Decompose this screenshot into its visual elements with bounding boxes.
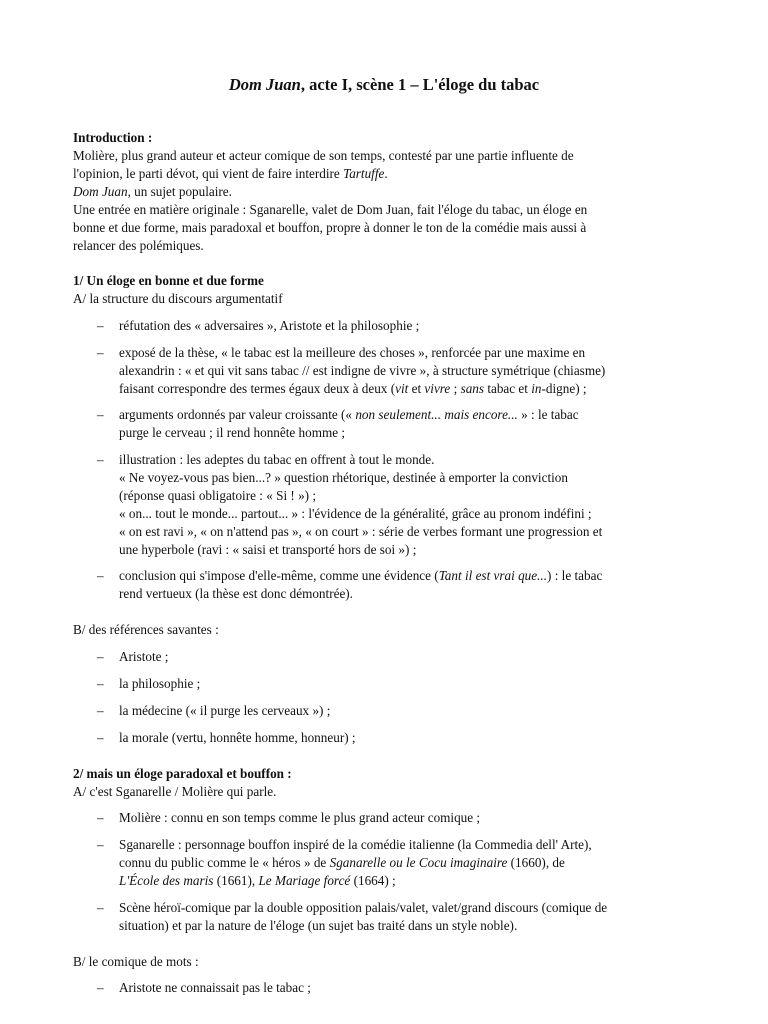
list-item: – arguments ordonnés par valeur croissante (« non seulement... mais encore... » : le tabac purge le cerveau ; il rend honnête homme ;: [73, 406, 695, 442]
list-item: – conclusion qui s'impose d'elle-même, comme une évidence (Tant il est vrai que...) : le tabac rend vertueux (la thèse est donc démontrée).: [73, 567, 695, 603]
intro-line: Molière, plus grand auteur et acteur comique de son temps, contesté par une partie influente de: [73, 148, 574, 163]
intro-line: relancer des polémiques.: [73, 238, 204, 253]
intro-line: bonne et due forme, mais paradoxal et bouffon, propre à donner le ton de la comédie mais aussi à: [73, 220, 587, 235]
title-rest: , acte I, scène 1 – L'éloge du tabac: [300, 75, 540, 94]
section-2-heading-block: [73, 765, 695, 801]
intro-line: Une entrée en matière originale : Sganarelle, valet de Dom Juan, fait l'éloge du tabac, un éloge en: [73, 202, 588, 217]
section-1b-list: [73, 702, 695, 720]
section-1a-list: [73, 344, 695, 398]
intro-line: Dom Juan, un sujet populaire.: [73, 184, 232, 199]
section-1a-list: [73, 317, 695, 335]
list-item: – la philosophie ;: [73, 675, 695, 693]
title-work: Dom Juan: [228, 75, 301, 94]
section-2b-list: [73, 979, 695, 997]
list-item: – Aristote ne connaissait pas le tabac ;: [73, 979, 695, 997]
intro-line: l'opinion, le parti dévot, qui vient de faire interdire Tartuffe.: [73, 166, 388, 181]
section-2b-heading: B/ le comique de mots :: [73, 954, 199, 969]
section-1b-heading-block: [73, 621, 695, 639]
section-1a-list: [73, 451, 695, 559]
section-2a-list: [73, 899, 695, 935]
list-item: – Scène héroï-comique par la double opposition palais/valet, valet/grand discours (comique de situation) et par la nature de l'éloge (un sujet bas traité dans un style noble).: [73, 899, 695, 935]
section-2b-heading-block: [73, 953, 695, 971]
section-1-heading-block: [73, 272, 695, 308]
introduction-heading: Introduction :: [73, 130, 153, 145]
section-1b-list: [73, 675, 695, 693]
section-2-heading: 2/ mais un éloge paradoxal et bouffon :: [73, 766, 292, 781]
list-item: – illustration : les adeptes du tabac en offrent à tout le monde. « Ne voyez-vous pas bien...? » question rhétorique, destinée à emporter la conviction (réponse quasi obligatoire : « Si ! ») ; « on... tout le monde... partout... » : l'évidence de la généralité, grâce au pronom indéfini ; « on est ravi », « on n'attend pas », « on court » : série de verbes formant une progression et une hyperbole (ravi : « saisi et transporté hors de soi ») ;: [73, 451, 695, 559]
list-item: – réfutation des « adversaires », Aristote et la philosophie ;: [73, 317, 695, 335]
list-item: – la morale (vertu, honnête homme, honneur) ;: [73, 729, 695, 747]
section-1b-list: [73, 729, 695, 747]
section-2a-list: [73, 809, 695, 827]
list-item: – la médecine (« il purge les cerveaux ») ;: [73, 702, 695, 720]
document-title: [0, 75, 768, 95]
list-item: – Aristote ;: [73, 648, 695, 666]
list-item: – Molière : connu en son temps comme le plus grand acteur comique ;: [73, 809, 695, 827]
list-item: – Sganarelle : personnage bouffon inspiré de la comédie italienne (la Commedia dell' Arte), connu du public comme le « héros » de Sganarelle ou le Cocu imaginaire (1660), de L'École des maris (1661), Le Mariage forcé (1664) ;: [73, 836, 695, 890]
section-2a-list: [73, 836, 695, 890]
section-1a-heading: A/ la structure du discours argumentatif: [73, 291, 283, 306]
section-1-heading: 1/ Un éloge en bonne et due forme: [73, 273, 264, 288]
section-1b-heading: B/ des références savantes :: [73, 622, 219, 637]
section-1a-list: [73, 406, 695, 442]
section-2a-heading: A/ c'est Sganarelle / Molière qui parle.: [73, 784, 277, 799]
list-item: – exposé de la thèse, « le tabac est la meilleure des choses », renforcée par une maxime en alexandrin : « et qui vit sans tabac // est indigne de vivre », à structure symétrique (chiasme) faisant correspondre des termes égaux deux à deux (vit et vivre ; sans tabac et in-digne) ;: [73, 344, 695, 398]
section-1b-list: [73, 648, 695, 666]
introduction-section: [73, 129, 695, 255]
section-1a-list: [73, 567, 695, 603]
